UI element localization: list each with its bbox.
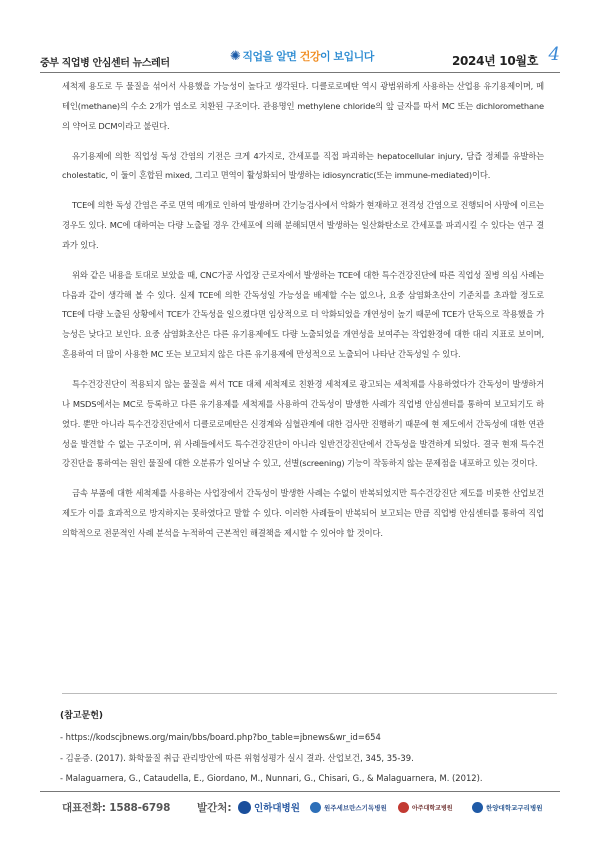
references-title: (참고문헌) — [60, 711, 104, 721]
reference-item: - 김윤증. (2017). 화학물질 취급 관리방안에 따른 위험성평가 실시 결과. 산업보건, 345, 35-39. — [60, 752, 414, 763]
reference-link[interactable]: - https://kodscjbnews.org/main/bbs/board.php?bo_table=jbnews&wr_id=654 — [60, 732, 381, 742]
reference-item: - Malaguarnera, G., Cataudella, E., Giordano, M., Nunnari, G., Chisari, G., & Malaguarnera, M. (2012). — [60, 773, 483, 783]
paragraph: 금속 부품에 대한 세척제를 사용하는 사업장에서 간독성이 발생한 사례는 수없이 반복되었지만 특수건강진단 제도를 비롯한 산업보건 제도가 이를 효과적으로 방지하지는 못하였다고 말할 수 있다. 이러한 사례들이 반복되어 보고되는 만큼 직업병 안심센터를 통하여 직업의학적으로 전문적인 사례 분석을 누적하여 근본적인 해결책을 제시할 수 있어야 할 것이다. — [62, 488, 544, 538]
newsletter-slogan — [230, 48, 374, 64]
hanyang-guri-logo: 한양대학교구리병원 — [472, 798, 543, 816]
slogan-pre: 직업을 알면 — [242, 50, 300, 63]
paragraph: TCE에 의한 독성 간염은 주로 면역 매개로 인하여 발생하며 간기능검사에서 악화가 현재하고 전격성 간염으로 진행되어 사망에 이르는 경우도 있다. MC에 대하여는 다량 노출될 경우 간세포에 의해 분해되면서 발생하는 일산화탄소로 간세포를 파괴시킬 수 있다는 연구 결과가 있다. — [62, 200, 544, 250]
paragraph: 특수건강진단이 적용되지 않는 물질을 써서 TCE 대체 세척제로 친환경 세척제로 광고되는 세척제를 사용하였다가 간독성이 발생하거나 MSDS에서는 MC로 등록하고 다른 유기용제를 세척제를 사용하여 간독성이 발생한 사례가 직업병 안심센터를 통하여 보고되기도 하였다. 뿐만 아니라 특수건강진단에서 디클로로메탄은 신경계와 심혈관계에 대한 검사만 진행하기 때문에 현 제도에서 간독성에 대한 연관성을 발견할 수 없는 구조이며, 위 사례들에서도 특수건강진단이 아니라 일반건강진단에서 간독성을 발견하게 되었다. 결국 현재 특수건강진단을 통하여는 원인 물질에 대한 오분류가 일어날 수 있고, 선별(screening) 기능이 작동하지 않는 문제점을 내포하고 있는 것이다. — [62, 378, 544, 469]
article-body — [62, 77, 544, 554]
publisher-label: 발간처: — [197, 802, 232, 814]
page-number: 4 — [548, 44, 560, 65]
references-divider — [62, 693, 557, 694]
spark-icon: ✺ — [230, 49, 241, 64]
footer-divider — [40, 791, 560, 792]
hospital-emblem-icon — [472, 802, 483, 813]
hospital-emblem-icon — [310, 802, 321, 813]
paragraph: 세척제 용도로 두 물질을 섞어서 사용했을 가능성이 높다고 생각된다. 디클로로메탄 역시 광범위하게 사용하는 산업용 유기용제이며, 메테인(methane)의 수소 2개가 염소로 치환된 구조이다. 관용명인 methylene chloride의 앞 글자를 따서 MC 또는 dichloromethane의 약어로 DCM이라고 불린다. — [62, 81, 544, 131]
slogan-accent: 건강 — [299, 50, 320, 63]
references-section — [60, 708, 560, 789]
issue-label: 2024년 10월호 — [451, 54, 538, 68]
wonju-severance-logo: 원주세브란스기독병원 — [310, 798, 387, 816]
paragraph: 유기용제에 의한 직업성 독성 간염의 기전은 크게 4가지로, 간세포를 직접 파괴하는 hepatocellular injury, 담즙 정체를 유발하는 cholestatic, 이 둘이 혼합된 mixed, 그리고 면역이 활성화되어 발생하는 idiosyncratic(또는 immune-mediated)이다. — [62, 150, 544, 181]
newsletter-title: 중부 직업병 안심센터 뉴스레터 — [40, 58, 170, 69]
hospital-emblem-icon — [238, 801, 251, 814]
hospital-emblem-icon — [398, 802, 409, 813]
slogan-post: 이 보입니다 — [319, 50, 374, 63]
inha-hospital-logo: 인하대병원 — [238, 798, 300, 816]
ajou-hospital-logo: 아주대학교병원 — [398, 798, 453, 816]
header-divider — [40, 72, 560, 73]
phone-number: 대표전화: 1588-6798 — [62, 802, 171, 814]
paragraph: 위와 같은 내용을 토대로 보았을 때, CNC가공 사업장 근로자에서 발생하는 TCE에 대한 특수건강진단에 따른 직업성 질병 의심 사례는 다음과 같이 생각해 볼 수 있다. 실제 TCE에 의한 간독성일 가능성을 배제할 수는 없으나, 요중 삼염화초산이 기준치를 초과할 정도로 TCE에 다량 노출된 상황에서 TCE가 간독성을 일으켰다면 임상적으로 더 악화되었을 개연성이 높기 때문에 TCE가 단독으로 작용했을 가능성은 낮다고 보인다. 요중 삼염화초산은 다른 유기용제에도 다량 노출되었을 개연성을 보여주는 작업환경에 대한 대리 지표로 보이며, 혼용하여 더 많이 사용한 MC 또는 보고되지 않은 다른 유기용제에 만성적으로 노출되어 나타난 간독성일 수 있다. — [62, 269, 544, 360]
page-footer — [62, 796, 562, 818]
page-header — [40, 42, 560, 72]
